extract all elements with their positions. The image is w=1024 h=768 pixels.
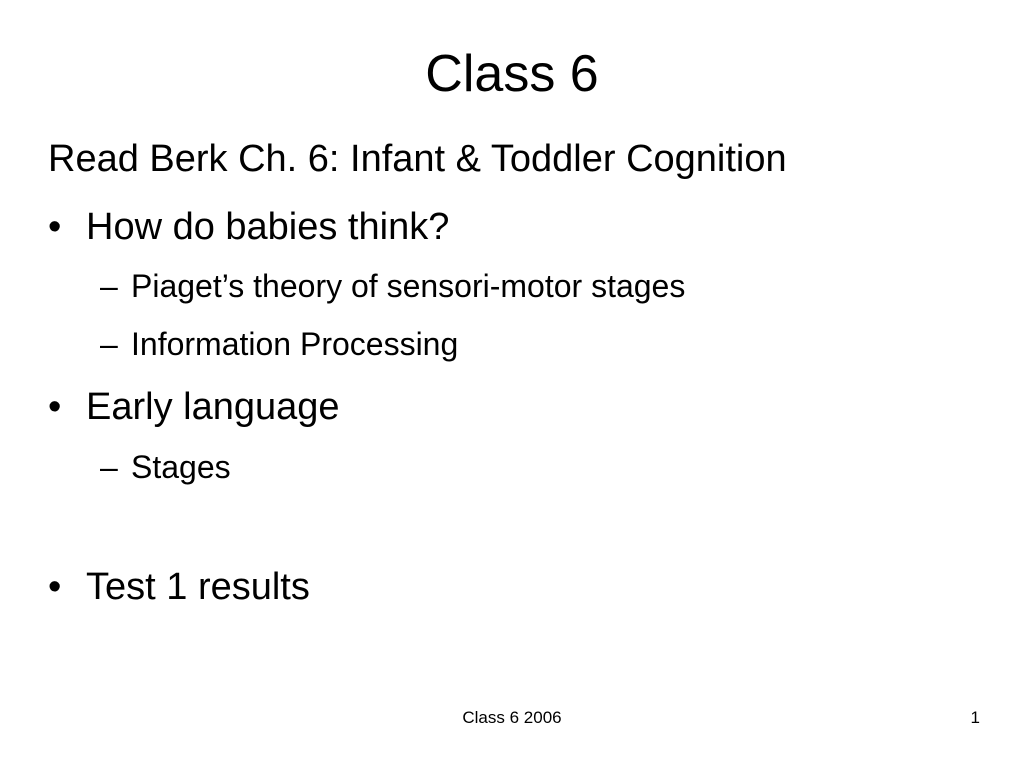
bullet-item-label: Early language xyxy=(86,386,340,428)
bullet-item-early-language xyxy=(48,384,948,430)
dash-icon: – xyxy=(100,449,118,485)
subitem-stages xyxy=(100,447,950,487)
dash-icon: – xyxy=(100,326,118,362)
bullet-item-how-do-babies-think xyxy=(48,204,948,250)
subitem-information-processing xyxy=(100,324,950,364)
bullet-item-label: How do babies think? xyxy=(86,206,450,248)
slide-title: Class 6 xyxy=(425,45,599,103)
dash-icon: – xyxy=(100,268,118,304)
subitem-label: Piaget’s theory of sensori-motor stages xyxy=(131,268,686,304)
subitem-label: Stages xyxy=(131,449,231,485)
bullet-icon: • xyxy=(48,206,62,248)
subitem-label: Information Processing xyxy=(131,326,459,362)
page-number: 1 xyxy=(970,708,980,727)
subitem-piaget-theory xyxy=(100,266,950,306)
bullet-icon: • xyxy=(48,566,62,608)
intro-line: Read Berk Ch. 6: Infant & Toddler Cognition xyxy=(48,138,787,180)
bullet-icon: • xyxy=(48,386,62,428)
slide-footer: Class 6 2006 xyxy=(462,708,562,727)
bullet-item-label: Test 1 results xyxy=(86,566,310,608)
bullet-item-test-1-results xyxy=(48,564,948,610)
